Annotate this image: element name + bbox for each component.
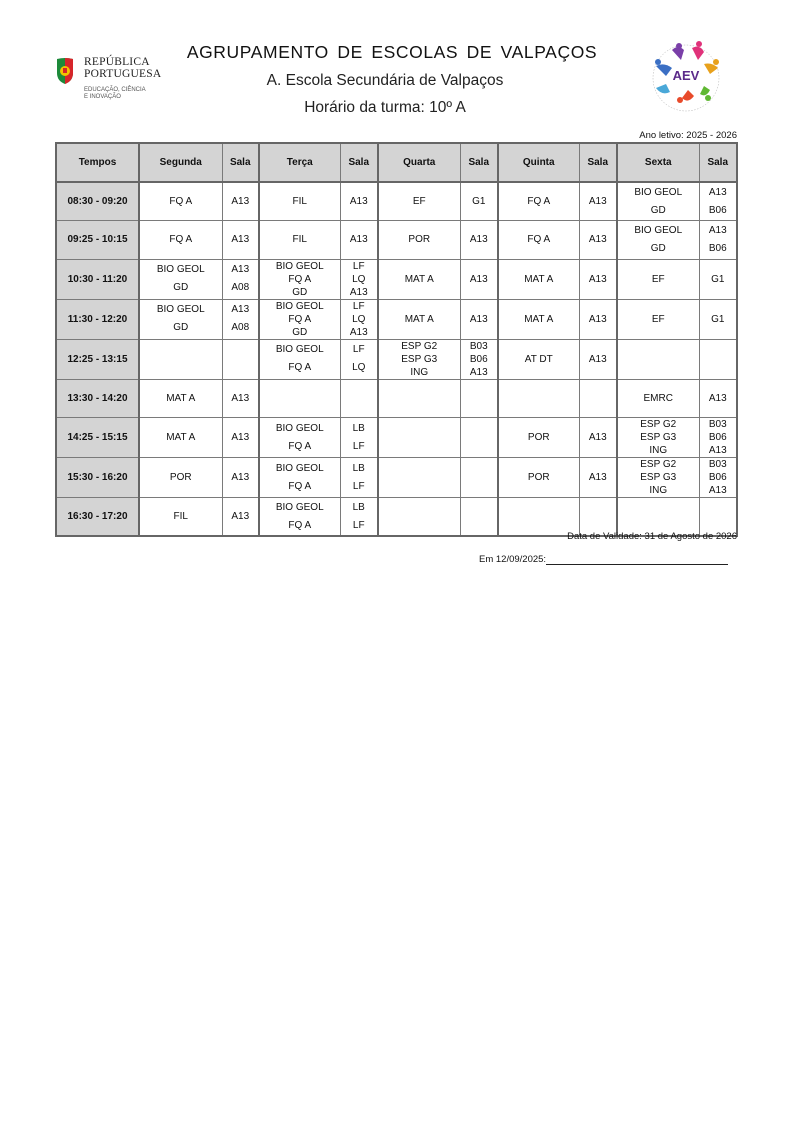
validity-date: Data de Validade: 31 de Agosto de 2026 (567, 531, 737, 542)
subject-cell (498, 259, 579, 299)
subject-cell (617, 182, 699, 221)
subject-cell (139, 418, 222, 458)
aev-acronym: AEV (672, 68, 700, 83)
subject-text: MAT A (524, 273, 554, 285)
subject-cell (259, 221, 340, 260)
subject-text: FQ A (288, 273, 312, 285)
room-cell (222, 259, 259, 299)
subject-cell (259, 498, 340, 537)
signature-blank (546, 554, 728, 565)
room-cell (340, 379, 378, 418)
room-text: A13 (588, 234, 607, 246)
room-text: A13 (349, 326, 368, 338)
room-text: LQ (352, 313, 366, 325)
room-cell (699, 221, 737, 260)
subject-text: ESP G2 (640, 459, 677, 470)
table-row (56, 458, 737, 498)
room-text: A13 (708, 485, 727, 496)
subject-text: FQ A (288, 313, 312, 325)
room-text: B03 (469, 340, 488, 352)
room-text: A13 (469, 366, 488, 378)
subject-cell (378, 299, 460, 339)
room-cell (460, 182, 498, 221)
column-header: Sala (340, 143, 378, 182)
subject-text: GD (650, 242, 666, 254)
table-row (56, 182, 737, 221)
subject-text: ESP G2 (640, 419, 677, 430)
room-cell (340, 221, 378, 260)
room-cell (460, 299, 498, 339)
subject-cell (617, 259, 699, 299)
room-cell (579, 182, 617, 221)
subject-text: BIO GEOL (275, 260, 324, 272)
subject-cell (378, 498, 460, 537)
subject-cell (617, 299, 699, 339)
subject-cell (259, 339, 340, 379)
subject-text: FQ A (169, 196, 193, 207)
subject-text: ESP G3 (401, 353, 438, 365)
time-slot: 08:30 - 09:20 (56, 182, 139, 221)
subject-cell (378, 259, 460, 299)
room-cell (222, 339, 259, 379)
room-text: B06 (469, 353, 488, 365)
room-text: A13 (469, 313, 488, 325)
room-text: A13 (708, 224, 727, 236)
room-cell (340, 498, 378, 537)
room-cell (460, 498, 498, 537)
subject-cell (498, 299, 579, 339)
table-row (56, 299, 737, 339)
column-header: Tempos (56, 143, 139, 182)
subject-cell (139, 259, 222, 299)
subject-text: BIO GEOL (634, 224, 683, 236)
room-cell (340, 418, 378, 458)
schedule-body (56, 182, 737, 536)
room-cell (460, 259, 498, 299)
room-text: B06 (708, 472, 727, 483)
room-cell (460, 458, 498, 498)
room-cell (579, 458, 617, 498)
subject-text: GD (292, 286, 308, 298)
room-text: A13 (231, 472, 250, 483)
subject-cell (259, 458, 340, 498)
subject-text: FIL (292, 196, 307, 207)
subject-cell (498, 379, 579, 418)
room-text: A13 (588, 196, 607, 207)
subject-text: MAT A (166, 392, 196, 404)
subject-text: BIO GEOL (275, 344, 324, 355)
room-text: A13 (231, 196, 250, 207)
aev-logo (642, 38, 730, 114)
subject-text: ING (649, 445, 668, 456)
subject-text: EF (412, 196, 426, 207)
subject-cell (139, 221, 222, 260)
schedule-table (55, 142, 738, 537)
room-cell (222, 379, 259, 418)
subject-text: FQ A (527, 196, 551, 207)
subject-cell (617, 379, 699, 418)
room-cell (699, 182, 737, 221)
room-text: A13 (231, 304, 250, 315)
subject-cell (259, 259, 340, 299)
time-slot: 16:30 - 17:20 (56, 498, 139, 537)
room-cell (340, 299, 378, 339)
room-cell (699, 299, 737, 339)
subject-cell (617, 221, 699, 260)
room-text: G1 (711, 313, 725, 325)
subject-text: ESP G2 (401, 340, 438, 352)
subject-cell (139, 458, 222, 498)
subject-cell (259, 379, 340, 418)
subject-text: FIL (292, 234, 307, 246)
room-text: A13 (349, 234, 368, 246)
room-text: B03 (708, 419, 727, 430)
subject-text: ESP G3 (640, 472, 677, 483)
room-text: LF (352, 300, 365, 312)
time-slot: 14:25 - 15:15 (56, 418, 139, 458)
room-text: A13 (349, 286, 368, 298)
room-text: A13 (231, 264, 250, 275)
room-cell (460, 379, 498, 418)
time-slot: 09:25 - 10:15 (56, 221, 139, 260)
time-slot: 12:25 - 13:15 (56, 339, 139, 379)
subject-text: BIO GEOL (275, 462, 324, 474)
room-cell (222, 458, 259, 498)
room-text: LB (352, 501, 365, 513)
subject-text: FQ A (527, 234, 551, 246)
room-text: G1 (711, 273, 725, 285)
room-text: B03 (708, 459, 727, 470)
subject-text: POR (527, 432, 550, 443)
subject-text: FQ A (169, 234, 193, 246)
time-slot: 13:30 - 14:20 (56, 379, 139, 418)
column-header: Quarta (378, 143, 460, 182)
room-cell (699, 259, 737, 299)
subject-cell (498, 339, 579, 379)
room-cell (222, 498, 259, 537)
room-cell (579, 339, 617, 379)
column-header: Quinta (498, 143, 579, 182)
room-cell (579, 379, 617, 418)
room-text: A08 (231, 282, 250, 293)
room-cell (340, 339, 378, 379)
room-text: LB (352, 422, 365, 434)
subject-cell (378, 339, 460, 379)
subject-cell (139, 182, 222, 221)
room-text: A13 (231, 392, 250, 404)
subject-text: FQ A (288, 362, 312, 373)
table-row (56, 221, 737, 260)
room-text: B06 (708, 432, 727, 443)
room-cell (460, 339, 498, 379)
subject-cell (259, 299, 340, 339)
table-row (56, 339, 737, 379)
subject-cell (617, 458, 699, 498)
room-text: LQ (352, 362, 366, 373)
subject-cell (259, 418, 340, 458)
room-cell (340, 182, 378, 221)
column-header: Segunda (139, 143, 222, 182)
room-text: A13 (588, 313, 607, 325)
table-row (56, 418, 737, 458)
room-cell (579, 418, 617, 458)
room-text: A13 (469, 234, 488, 246)
room-text: G1 (472, 196, 486, 207)
subject-text: EF (651, 273, 665, 285)
time-slot: 15:30 - 16:20 (56, 458, 139, 498)
subject-cell (139, 498, 222, 537)
date-label: Em 12/09/2025: (479, 554, 547, 565)
room-text: LF (352, 440, 365, 452)
room-cell (579, 299, 617, 339)
column-header: Sexta (617, 143, 699, 182)
subject-text: MAT A (524, 313, 554, 325)
column-header: Sala (699, 143, 737, 182)
subject-text: GD (173, 282, 189, 293)
room-cell (222, 299, 259, 339)
subject-cell (498, 458, 579, 498)
subject-text: MAT A (404, 313, 434, 325)
room-text: LF (352, 260, 365, 272)
rp-sub: EDUCAÇÃO, CIÊNCIA E INOVAÇÃO (84, 87, 146, 100)
subject-text: FIL (173, 511, 188, 522)
room-text: LQ (352, 273, 366, 285)
room-text: LF (352, 344, 365, 355)
room-cell (222, 418, 259, 458)
column-header: Sala (222, 143, 259, 182)
room-text: B06 (708, 204, 727, 216)
subject-text: GD (173, 322, 189, 333)
room-text: A13 (708, 186, 727, 198)
subject-text: BIO GEOL (275, 501, 324, 513)
column-header: Terça (259, 143, 340, 182)
subject-text: EF (651, 313, 665, 325)
room-text: A13 (469, 273, 488, 285)
subject-cell (139, 299, 222, 339)
subject-text: POR (527, 472, 550, 483)
subject-text: FQ A (288, 440, 312, 452)
subject-text: ING (410, 366, 429, 378)
room-cell (460, 418, 498, 458)
subject-cell (498, 418, 579, 458)
room-text: A13 (231, 511, 250, 522)
subject-text: GD (650, 204, 666, 216)
subject-text: BIO GEOL (275, 422, 324, 434)
subject-cell (378, 379, 460, 418)
room-text: LB (352, 462, 365, 474)
school-name: A. Escola Secundária de Valpaços (266, 72, 504, 89)
subject-cell (617, 418, 699, 458)
room-text: LF (352, 519, 365, 531)
room-cell (340, 458, 378, 498)
subject-text: POR (408, 234, 431, 246)
subject-text: EMRC (643, 392, 673, 404)
room-text: A13 (708, 392, 727, 404)
subject-cell (498, 182, 579, 221)
subject-text: BIO GEOL (156, 304, 205, 315)
rp-name: REPÚBLICA PORTUGUESA (84, 56, 162, 80)
room-text: A13 (349, 196, 368, 207)
column-header: Sala (579, 143, 617, 182)
subject-text: FQ A (288, 480, 312, 492)
signature-line (479, 554, 728, 565)
room-text: A13 (588, 432, 607, 443)
room-text: LF (352, 480, 365, 492)
subject-cell (139, 379, 222, 418)
time-slot: 10:30 - 11:20 (56, 259, 139, 299)
room-cell (699, 458, 737, 498)
subject-cell (617, 339, 699, 379)
subject-cell (378, 458, 460, 498)
subject-text: MAT A (404, 273, 434, 285)
room-cell (699, 418, 737, 458)
table-header-row (56, 143, 737, 182)
room-text: A13 (231, 432, 250, 443)
room-text: A13 (231, 234, 250, 246)
subject-cell (378, 221, 460, 260)
subject-text: FQ A (288, 519, 312, 531)
room-cell (222, 182, 259, 221)
subject-text: POR (169, 472, 192, 483)
subject-cell (498, 221, 579, 260)
room-cell (460, 221, 498, 260)
class-label: Horário da turma: 10º A (304, 99, 466, 116)
subject-cell (259, 182, 340, 221)
subject-text: BIO GEOL (156, 264, 205, 275)
table-row (56, 379, 737, 418)
room-text: A13 (708, 445, 727, 456)
room-cell (699, 379, 737, 418)
subject-text: AT DT (524, 353, 553, 365)
subject-text: BIO GEOL (634, 186, 683, 198)
subject-text: GD (292, 326, 308, 338)
table-row (56, 259, 737, 299)
room-cell (340, 259, 378, 299)
room-cell (579, 221, 617, 260)
subject-cell (139, 339, 222, 379)
room-text: A13 (588, 273, 607, 285)
subject-text: ESP G3 (640, 432, 677, 443)
subject-cell (378, 182, 460, 221)
subject-text: MAT A (166, 432, 196, 443)
room-text: A13 (588, 353, 607, 365)
room-text: B06 (708, 242, 727, 254)
subject-text: BIO GEOL (275, 300, 324, 312)
room-cell (222, 221, 259, 260)
room-text: A13 (588, 472, 607, 483)
subject-text: ING (649, 485, 668, 496)
room-cell (579, 259, 617, 299)
column-header: Sala (460, 143, 498, 182)
room-cell (699, 339, 737, 379)
school-year: Ano letivo: 2025 - 2026 (639, 130, 737, 141)
time-slot: 11:30 - 12:20 (56, 299, 139, 339)
room-text: A08 (231, 322, 250, 333)
subject-cell (378, 418, 460, 458)
page-title: AGRUPAMENTO DE ESCOLAS DE VALPAÇOS (186, 42, 598, 62)
